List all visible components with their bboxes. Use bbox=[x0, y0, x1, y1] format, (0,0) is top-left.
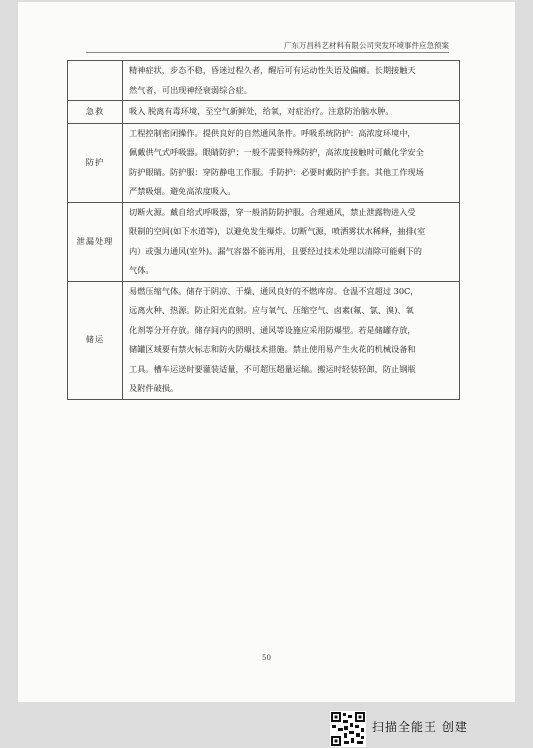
table-row bbox=[68, 202, 460, 281]
content-line: 易燃压缩气体。储存于阴凉、干燥、通风良好的不燃库房。仓温不宜超过 30C， bbox=[129, 285, 419, 296]
content-line: 化剂等分开存放。储存间内的照明、通风等设施应采用防爆型。若是储罐存放， bbox=[129, 324, 416, 335]
table-row bbox=[68, 61, 460, 101]
page-header: 广东万昌科艺材料有限公司突发环境事件应急预案 bbox=[284, 41, 449, 50]
qr-code-icon bbox=[330, 711, 366, 747]
scanner-watermark: 扫描全能王 创建 bbox=[372, 720, 468, 734]
row-content bbox=[123, 202, 460, 281]
row-label: 泄漏处理 bbox=[68, 202, 123, 281]
content-line: 防护眼睛。防护服：穿防静电工作服。手防护：必要时戴防护手套。其他工作现场 bbox=[129, 166, 424, 177]
row-label: 储运 bbox=[68, 281, 123, 399]
content-line: 切断火源。戴自给式呼吸器，穿一般消防防护服。合理通风，禁止泄露物进入受 bbox=[129, 206, 416, 217]
content-line: 佩戴供气式呼吸器。眼睛防护：一般不需要特殊防护，高浓度接触时可戴化学安全 bbox=[129, 147, 424, 157]
document-page bbox=[18, 2, 515, 702]
content-line: 吸入 脱离有毒环境，至空气新鲜处，给氧，对症治疗。注意防治脑水肿。 bbox=[129, 106, 394, 116]
content-line: 严禁吸烟。避免高浓度吸入。 bbox=[129, 186, 236, 196]
content-line: 内）或强力通风(室外)。漏气容器不能再用，且要经过技术处理以清除可能剩下的 bbox=[129, 245, 422, 256]
table-row bbox=[68, 281, 460, 399]
row-label: 防护 bbox=[68, 123, 123, 202]
content-line: 远离火种、热源。防止阳光直射。应与氧气、压缩空气、卤素(氟、氯、溴)、氧 bbox=[129, 305, 414, 315]
page-number: 50 bbox=[262, 654, 271, 662]
hazard-info-table bbox=[67, 60, 460, 400]
content-line: 工具。槽车运送时要灌装适量，不可超压超量运输。搬运时轻装轻卸，防止钢瓶 bbox=[129, 363, 416, 374]
content-line: 限制的空间(如下水道等)，以避免发生爆炸。切断气源，喷洒雾状水稀释，抽排(室 bbox=[129, 226, 426, 236]
content-line: 精神症状，步态不稳，昏迷过程久者，醒后可有运动性失语及偏瘫。长期接触天 bbox=[129, 65, 416, 75]
row-content bbox=[123, 101, 460, 124]
content-line: 工程控制密闭操作。提供良好的自然通风条件。呼吸系统防护：高浓度环境中， bbox=[129, 127, 416, 138]
content-line: 气体。 bbox=[129, 265, 154, 275]
header-rule bbox=[86, 52, 449, 53]
row-content bbox=[123, 123, 460, 202]
row-label: 急救 bbox=[68, 101, 123, 124]
row-content bbox=[123, 281, 460, 399]
table-row bbox=[68, 101, 460, 124]
content-line: 储罐区域要有禁火标志和防火防爆技术措施。禁止使用易产生火花的机械设备和 bbox=[129, 344, 416, 354]
table-row bbox=[68, 123, 460, 202]
row-content bbox=[123, 61, 460, 101]
content-line: 然气者，可出现神经衰弱综合症。 bbox=[129, 84, 252, 95]
content-line: 及附件破损。 bbox=[129, 383, 179, 393]
row-label bbox=[68, 61, 123, 101]
